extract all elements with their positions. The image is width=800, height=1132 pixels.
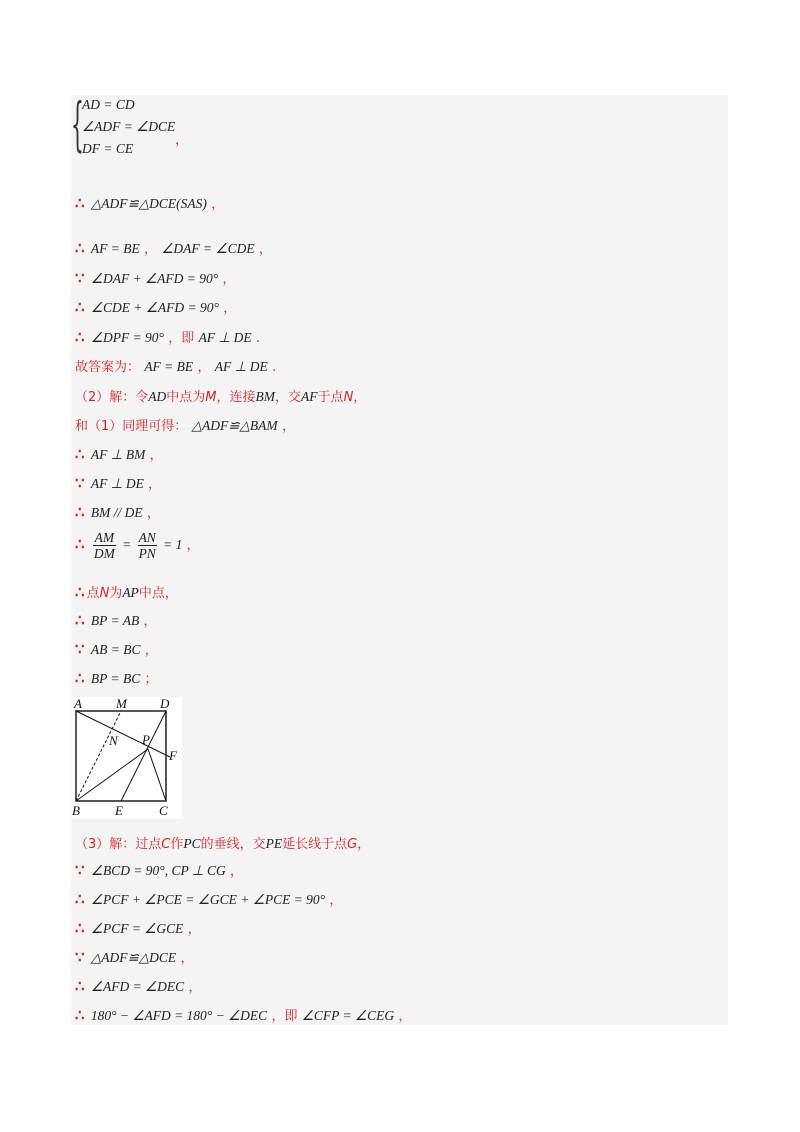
line-2 — [75, 238, 272, 257]
point-g: G — [347, 837, 358, 852]
line-6-tail: . — [272, 360, 277, 375]
line-1-tail: ， — [211, 197, 225, 212]
segment-ad: AD — [148, 389, 167, 404]
label-d: D — [160, 697, 170, 711]
label-n: N — [109, 733, 118, 748]
line-3 — [75, 268, 235, 287]
line-8-tail: ， — [281, 419, 295, 434]
system-brace: { — [71, 90, 84, 158]
part3-text: ， — [357, 837, 371, 852]
line-4-math: ∠CDE + ∠AFD = 90° — [90, 300, 219, 315]
line-6-sep: ， — [197, 360, 211, 375]
line-21 — [75, 947, 193, 966]
line-20-tail: ， — [187, 922, 201, 937]
line-23 — [75, 1005, 411, 1024]
line-2-tail: ， — [258, 242, 272, 257]
line-2-sep: ， — [144, 242, 158, 257]
therefore-symbol: ∴ — [75, 445, 85, 463]
line-22-tail: ， — [188, 980, 202, 995]
part2-text: 于点 — [317, 390, 344, 405]
therefore-symbol: ∴ — [75, 239, 85, 257]
label-c: C — [159, 803, 168, 818]
part2-text: ，交 — [275, 390, 302, 405]
segment-pc: PC — [183, 836, 201, 851]
line-15-tail: ， — [144, 643, 158, 658]
line-22 — [75, 976, 201, 995]
line-5-tail: . — [255, 331, 260, 346]
label-p: P — [142, 732, 150, 747]
line-10 — [75, 473, 161, 492]
line-14-tail: ， — [143, 614, 157, 629]
line-16-tail: ； — [144, 672, 158, 687]
because-symbol: ∵ — [75, 948, 85, 966]
therefore-symbol: ∴ — [75, 503, 85, 521]
part2-text: ，连接 — [216, 390, 256, 405]
part3-text: 延长线于点 — [282, 837, 348, 852]
because-symbol: ∵ — [75, 474, 85, 492]
line-3-tail: ， — [222, 272, 236, 287]
line-5 — [75, 327, 260, 346]
therefore-symbol: ∴ — [75, 298, 85, 316]
part3-text: 的垂线，交 — [200, 837, 266, 852]
line-1 — [75, 193, 224, 212]
point-c: C — [161, 837, 171, 852]
line-8-text: 和（1）同理可得： — [75, 419, 188, 434]
line-23-mid: ，即 — [271, 1009, 298, 1024]
line-12 — [75, 530, 200, 561]
label-m: M — [116, 697, 127, 711]
line-13 — [75, 582, 178, 601]
line-9 — [75, 444, 163, 463]
point-n: N — [343, 390, 354, 405]
line-7 — [75, 386, 366, 405]
therefore-symbol: ∴ — [75, 919, 85, 937]
system-row-3: DF = CE — [82, 141, 134, 156]
fraction-denominator: PN — [138, 546, 156, 561]
therefore-symbol: ∴ — [75, 583, 85, 601]
therefore-symbol: ∴ — [75, 1006, 85, 1024]
line-2-math-1: AF = BE — [90, 241, 140, 256]
line-17 — [75, 833, 370, 852]
part2-text: ， — [353, 390, 367, 405]
line-18-math: ∠BCD = 90°, CP ⊥ CG — [90, 863, 226, 878]
line-20-math: ∠PCF = ∠GCE — [90, 921, 184, 936]
point-n: N — [99, 586, 110, 601]
therefore-symbol: ∴ — [75, 194, 85, 212]
line-5-math-2: AF ⊥ DE — [198, 330, 252, 345]
line-4 — [75, 297, 236, 316]
fraction-am-dm — [93, 530, 116, 561]
line-13-text: 点 — [86, 586, 100, 601]
line-5-math-1: ∠DPF = 90° — [90, 330, 164, 345]
line-6-math-2: AF ⊥ DE — [214, 359, 268, 374]
system-row-1: AD = CD — [82, 97, 135, 112]
because-symbol: ∵ — [75, 861, 85, 879]
line-23-math-2: ∠CFP = ∠CEG — [301, 1008, 395, 1023]
line-10-math: AF ⊥ DE — [90, 476, 144, 491]
line-15-math: AB = BC — [90, 642, 141, 657]
fraction-an-pn — [138, 530, 157, 561]
equals-sign: = — [122, 537, 132, 552]
label-b: B — [72, 803, 80, 818]
square-figure — [72, 697, 182, 819]
line-16 — [75, 668, 158, 687]
line-14 — [75, 610, 157, 629]
line-2-math-2: ∠DAF = ∠CDE — [161, 241, 255, 256]
answer-label: 故答案为： — [75, 360, 141, 375]
line-11-math: BM // DE — [90, 505, 143, 520]
line-23-tail: ， — [398, 1009, 412, 1024]
part2-text: 中点为 — [166, 390, 206, 405]
label-a: A — [74, 697, 82, 711]
line-21-tail: ， — [180, 951, 194, 966]
therefore-symbol: ∴ — [75, 890, 85, 908]
line-22-math: ∠AFD = ∠DEC — [90, 979, 185, 994]
part3-text: 作 — [170, 837, 184, 852]
line-18-tail: ， — [230, 864, 244, 879]
line-1-math: △ADF≌△DCE(SAS) — [90, 196, 207, 211]
line-15 — [75, 639, 158, 658]
part2-intro: （2）解：令 — [75, 390, 149, 405]
line-6-math-1: AF = BE — [144, 359, 194, 374]
label-f: F — [169, 748, 177, 763]
line-11-tail: ， — [146, 506, 160, 521]
therefore-symbol: ∴ — [75, 328, 85, 346]
line-9-tail: ， — [149, 448, 163, 463]
line-13-text: 为 — [109, 586, 123, 601]
therefore-symbol: ∴ — [75, 669, 85, 687]
segment-ap: AP — [122, 585, 139, 600]
fraction-numerator: AN — [138, 530, 156, 545]
system-row-2: ∠ADF = ∠DCE — [82, 119, 176, 134]
line-16-math: BP = BC — [90, 671, 141, 686]
line-12-rhs: = 1 — [163, 537, 183, 552]
fraction-numerator: AM — [94, 530, 115, 545]
line-18 — [75, 860, 243, 879]
line-20 — [75, 918, 201, 937]
therefore-symbol: ∴ — [75, 977, 85, 995]
line-3-math: ∠DAF + ∠AFD = 90° — [90, 271, 219, 286]
line-14-math: BP = AB — [90, 613, 140, 628]
line-5-mid: ，即 — [168, 331, 195, 346]
line-19-math: ∠PCF + ∠PCE = ∠GCE + ∠PCE = 90° — [90, 892, 326, 907]
line-12-tail: ， — [186, 538, 200, 553]
part3-intro: （3）解：过点 — [75, 837, 162, 852]
point-m: M — [205, 390, 217, 405]
line-9-math: AF ⊥ BM — [90, 447, 146, 462]
therefore-symbol: ∴ — [75, 611, 85, 629]
segment-pe: PE — [265, 836, 283, 851]
line-19 — [75, 889, 342, 908]
line-4-tail: ， — [223, 301, 237, 316]
segment-af: AF — [301, 389, 318, 404]
line-19-tail: ， — [329, 893, 343, 908]
line-13-text: 中点， — [138, 586, 178, 601]
because-symbol: ∵ — [75, 269, 85, 287]
label-e: E — [115, 803, 123, 818]
line-10-tail: ， — [148, 477, 162, 492]
therefore-symbol: ∴ — [75, 535, 85, 553]
line-11 — [75, 502, 160, 521]
because-symbol: ∵ — [75, 640, 85, 658]
segment-bm: BM — [255, 389, 276, 404]
system-tail: ， — [175, 132, 189, 148]
line-8 — [75, 415, 295, 434]
line-8-math: △ADF≌△BAM — [191, 418, 278, 433]
line-6 — [75, 356, 276, 375]
fraction-denominator: DM — [93, 546, 115, 561]
line-23-math-1: 180° − ∠AFD = 180° − ∠DEC — [90, 1008, 268, 1023]
line-21-math: △ADF≌△DCE — [90, 950, 177, 965]
